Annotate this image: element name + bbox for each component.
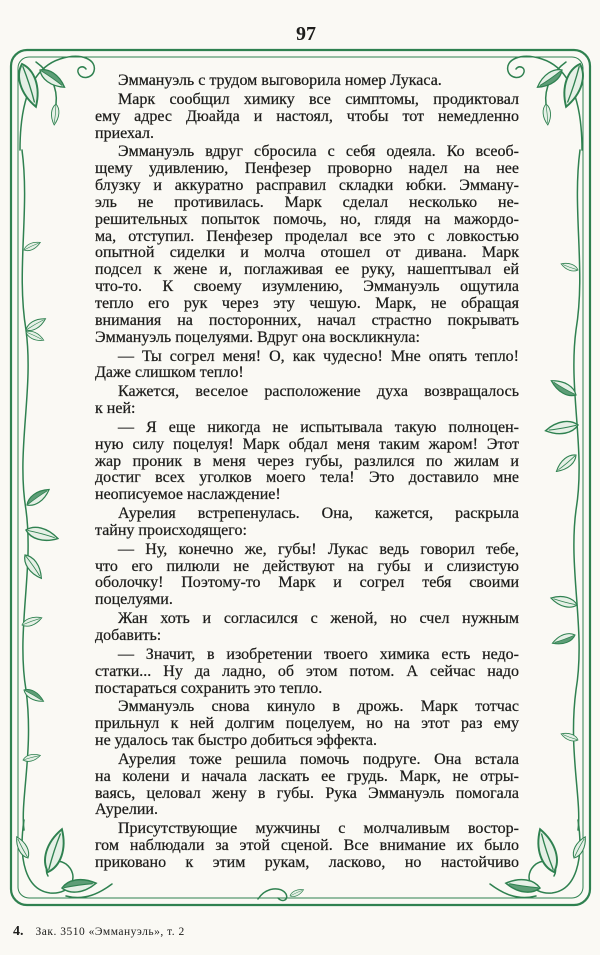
text-line: щему удивлению, Пенфезер проворно надел на нее	[95, 160, 519, 178]
leaf-ornament	[22, 752, 41, 763]
text-line: ваясь, целовал жену в губы. Рука Эммануэль помогала	[95, 784, 519, 802]
text-line: ную силу поцелуя! Марк обдал меня таким жаром! Этот	[95, 435, 519, 453]
vine-stem	[258, 889, 287, 901]
text-line: Эммануэль поцелуями. Вдруг она воскликнула:	[95, 328, 420, 346]
page-number: 97	[296, 23, 316, 45]
text-line: постараться сохранить это тепло.	[95, 679, 323, 697]
text-line: приковано к этим рукам, ласково, но настойчиво	[95, 853, 519, 871]
text-line: решительных попыток помочь, но, глядя на мажордо-	[95, 210, 519, 228]
paragraph	[95, 73, 519, 90]
paragraph	[95, 144, 519, 346]
text-line: добавить:	[95, 627, 162, 644]
text-line: Аурелия тоже решила помочь подруге. Она встала	[118, 750, 519, 768]
text-line: приехал.	[95, 124, 155, 142]
text-line: внимания на посторонних, начал страстно покрывать	[95, 311, 519, 329]
text-line: блузку и аккуратно расправил складки юбки. Эмману-	[95, 177, 519, 195]
text-line: тепло его рук через эту чешую. Марк, не обращая	[95, 294, 519, 312]
leaf-ornament	[41, 827, 70, 875]
text-line: что-то. К своему изумлению, Эммануэль ощутила	[95, 278, 519, 296]
text-line: Эммануэль вдруг сбросила с себя одеяла. Ко всеоб-	[118, 143, 519, 161]
text-line: Даже слишком тепло!	[95, 364, 244, 382]
bottom-center-ornament	[258, 887, 305, 900]
vine-stem	[22, 150, 29, 830]
text-line: Кажется, веселое расположение духа возвращалось	[118, 383, 519, 401]
leaf-ornament	[551, 631, 576, 647]
leaf-ornament	[542, 104, 551, 126]
paragraph	[95, 611, 519, 645]
text-line: тайну происходящего:	[95, 521, 247, 539]
corner-ornament-top-left	[15, 56, 95, 150]
leaf-ornament	[24, 486, 52, 509]
text-line: — Я еще никогда не испытывала такую полноцен-	[118, 418, 519, 436]
text-line: достиг всех уголков моего тела! Это доставило мне	[95, 469, 519, 487]
text-line: поцелуями.	[95, 591, 173, 609]
side-vine-left	[21, 150, 60, 830]
text-line: Аурелии.	[95, 801, 158, 819]
text-line: Марк сообщил химику все симптомы, продиктовал	[118, 90, 519, 108]
paragraph	[95, 752, 519, 819]
footer-signature-number: 4.	[13, 924, 24, 939]
text-line: Присутствующие мужчины с молчаливым востор-	[118, 820, 519, 838]
text-line: оболочку! Поэтому-то Марк и согрел тебя своими	[95, 574, 519, 592]
text-line: опытной сиделки и молча отошел от дивана. Марк	[95, 244, 519, 262]
leaf-ornament	[560, 731, 579, 743]
leaf-ornament	[560, 261, 579, 273]
leaf-ornament	[37, 66, 68, 92]
leaf-ornament	[15, 62, 44, 110]
leaf-ornament	[550, 593, 579, 609]
vine-stem	[573, 150, 580, 830]
paragraph	[95, 92, 519, 143]
side-vine-right	[544, 150, 580, 830]
text-line: что его пилюли не действуют на губы и слизистую	[95, 557, 519, 575]
text-line: Жан хоть и согласился с женой, но счел нужным	[118, 610, 519, 628]
leaf-ornament	[533, 827, 562, 875]
text-line: прильнул к ней долгим поцелуем, но на этот раз ему	[95, 715, 519, 733]
leaf-ornament	[51, 104, 60, 126]
text-line: Эммануэль с трудом выговорила номер Лукаса.	[118, 72, 442, 89]
body-text	[95, 73, 519, 872]
text-line: эль не противилась. Марк сделал несколько не-	[95, 193, 519, 211]
text-line: ему адрес Дюайда и настоял, чтобы тот немедленно	[95, 107, 519, 125]
leaf-ornament	[24, 315, 47, 333]
text-line: статки... Ну да ладно, об этом потом. А сейчас надо	[95, 662, 519, 680]
text-line: не удалось так быстро добиться эффекта.	[95, 732, 378, 750]
text-line: — Ну, конечно же, губы! Лукас ведь говорил тебе,	[118, 540, 519, 558]
leaf-ornament	[505, 877, 541, 894]
leaf-ornament	[61, 877, 97, 894]
text-line: Аурелия встрепенулась. Она, кажется, раскрыла	[118, 505, 519, 523]
leaf-ornament	[23, 240, 42, 253]
paragraph	[95, 821, 519, 872]
text-line: подсел к жене и, поглаживая ее руку, нашептывал ей	[95, 261, 519, 279]
text-line: — Значит, в изобретении твоего химика есть недо-	[118, 645, 519, 663]
paragraph	[95, 699, 519, 750]
leaf-ornament	[544, 419, 579, 436]
leaf-ornament	[21, 552, 46, 581]
leaf-ornament	[25, 524, 60, 544]
leaf-ornament	[22, 687, 45, 705]
paragraph	[95, 349, 519, 383]
text-line: к ней:	[95, 400, 136, 418]
page-footer	[13, 924, 185, 940]
text-line: ма, отступил. Пенфезер проделал все это с ловкостью	[95, 227, 519, 245]
text-line: неописуемое наслаждение!	[95, 486, 281, 504]
text-line: Эммануэль снова кинуло в дрожь. Марк тотчас	[118, 698, 519, 716]
text-line: на колени и начала ласкать ее грудь. Марк, не отры-	[95, 767, 519, 785]
text-line: жар проник в меня через губы, разлился по жилам и	[95, 452, 519, 470]
paragraph	[95, 384, 519, 418]
text-line: — Ты согрел меня! О, как чудесно! Мне опять тепло!	[118, 347, 519, 365]
text-line: гом наблюдали за этой сценой. Все внимание их было	[95, 837, 519, 855]
corner-ornament-top-right	[508, 56, 588, 150]
leaf-ornament	[289, 887, 305, 898]
paragraph	[95, 420, 519, 504]
footer-imprint: Зак. 3510 «Эммануэль», т. 2	[35, 926, 185, 938]
paragraph	[95, 506, 519, 540]
leaf-ornament	[534, 66, 565, 92]
paragraph	[95, 647, 519, 698]
leaf-ornament	[554, 452, 579, 475]
paragraph	[95, 542, 519, 609]
